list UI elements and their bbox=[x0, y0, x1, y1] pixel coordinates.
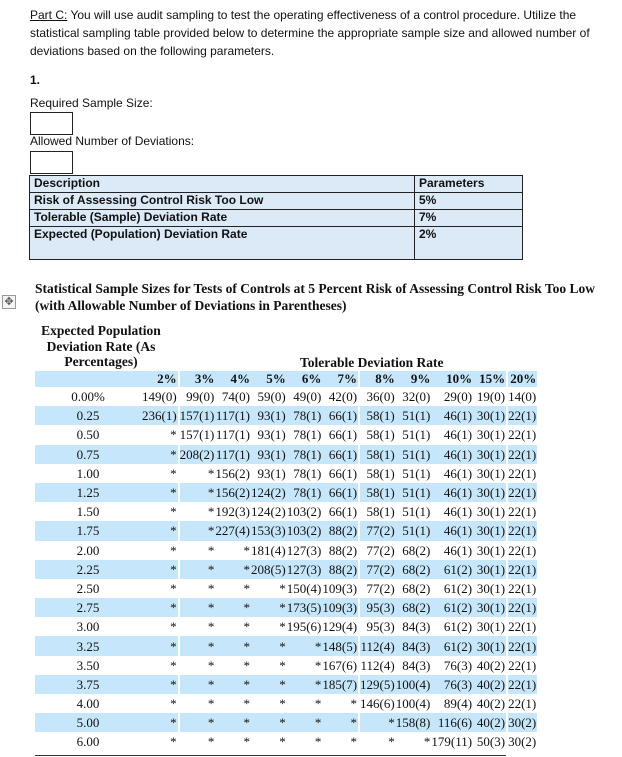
row-header-line: Expected Population bbox=[41, 323, 161, 338]
sample-size-cell: * bbox=[314, 657, 322, 673]
sample-size-cell: 22(1) bbox=[507, 598, 537, 617]
sample-size-cell: * bbox=[179, 560, 216, 579]
sample-size-cell: 58(1) bbox=[359, 406, 396, 425]
sample-size-cell: 185(7) bbox=[322, 675, 359, 694]
sample-size-cell: 66(1) bbox=[322, 406, 359, 425]
empty-header-cell bbox=[35, 371, 142, 387]
sample-size-cell: 58(1) bbox=[359, 445, 396, 464]
sample-size-cell: 227(4) bbox=[215, 521, 251, 540]
sample-size-cell: * bbox=[423, 734, 431, 750]
sample-size-cell: * bbox=[179, 502, 216, 521]
sample-size-cell: 61(2) bbox=[431, 636, 473, 655]
sample-size-cell: * bbox=[179, 579, 216, 598]
sample-size-cell: 51(1) bbox=[396, 521, 432, 540]
sample-size-cell: 78(1) bbox=[287, 445, 323, 464]
sample-size-cell: 93(1) bbox=[251, 445, 287, 464]
sample-size-cell: * bbox=[179, 541, 216, 560]
sample-size-cell: 100(4) bbox=[396, 675, 432, 694]
sample-size-cell: 84(3) bbox=[402, 619, 431, 635]
sample-size-cell: 95(3) bbox=[359, 617, 396, 636]
column-header: 10% bbox=[431, 371, 473, 387]
sample-size-cell: * bbox=[170, 619, 177, 635]
sample-size-cell: * bbox=[142, 521, 179, 540]
sample-size-cell: 40(2) bbox=[476, 696, 506, 712]
column-header: 9% bbox=[396, 371, 432, 387]
sample-size-cell: 46(1) bbox=[431, 483, 473, 502]
row-header-line: Percentages) bbox=[64, 354, 138, 369]
sample-size-cell: * bbox=[243, 542, 251, 558]
sample-size-cell: 46(1) bbox=[431, 406, 473, 425]
parameter-row bbox=[30, 193, 523, 210]
sample-size-cell: 66(1) bbox=[328, 465, 358, 481]
sample-size-cell: * bbox=[170, 734, 177, 750]
sample-size-cell: 30(1) bbox=[476, 465, 506, 481]
sample-size-cell: 88(2) bbox=[328, 542, 358, 558]
sample-size-cell: * bbox=[287, 713, 323, 732]
sample-size-cell: 30(1) bbox=[476, 542, 506, 558]
sample-size-cell: 208(2) bbox=[179, 445, 216, 464]
sample-size-cell: * bbox=[179, 483, 216, 502]
parameter-value: 2% bbox=[415, 227, 523, 260]
sample-size-cell: 30(1) bbox=[473, 483, 507, 502]
sample-size-cell: * bbox=[179, 694, 216, 713]
sample-size-cell: * bbox=[142, 483, 179, 502]
sample-size-cell: * bbox=[287, 675, 323, 694]
sample-size-cell: 22(1) bbox=[507, 502, 537, 521]
column-header: 20% bbox=[507, 371, 537, 387]
column-header: 15% bbox=[473, 371, 507, 387]
sample-size-cell: * bbox=[243, 580, 251, 596]
sample-size-cell: 68(2) bbox=[402, 580, 431, 596]
sample-size-cell: 51(1) bbox=[402, 427, 431, 443]
expected-rate-cell: 4.00 bbox=[76, 696, 100, 712]
sample-size-cell: 109(3) bbox=[322, 598, 359, 617]
column-header: 4% bbox=[215, 371, 251, 387]
table-row bbox=[35, 425, 537, 444]
expected-rate-cell: 1.75 bbox=[35, 521, 142, 540]
table-row bbox=[35, 694, 537, 713]
sample-size-cell: 77(2) bbox=[359, 521, 396, 540]
sample-size-cell: * bbox=[170, 427, 177, 443]
table-bottom-rule bbox=[35, 755, 506, 756]
sample-size-cell: * bbox=[142, 675, 179, 694]
column-header: 3% bbox=[179, 371, 216, 387]
sample-size-cell: 68(2) bbox=[396, 560, 432, 579]
sample-size-cell: * bbox=[179, 464, 216, 483]
row-header-line: Deviation Rate (As bbox=[46, 338, 156, 354]
sample-size-cell: 22(1) bbox=[507, 694, 537, 713]
title-line-2: (with Allowable Number of Deviations in Parentheses) bbox=[35, 298, 347, 313]
sample-size-cell: 195(6) bbox=[286, 619, 322, 635]
sample-size-cell: 22(1) bbox=[507, 656, 537, 675]
sample-size-cell: * bbox=[279, 580, 286, 596]
sample-size-cell: 59(0) bbox=[257, 389, 286, 405]
expected-rate-cell: 1.00 bbox=[76, 465, 100, 481]
table-row bbox=[35, 406, 537, 425]
sample-size-cell: * bbox=[314, 696, 322, 712]
parameters-header-row bbox=[30, 176, 523, 193]
sample-size-cell: * bbox=[251, 636, 287, 655]
sample-size-cell: 51(1) bbox=[396, 445, 432, 464]
sample-size-cell: 68(2) bbox=[396, 598, 432, 617]
sample-size-cell: 150(4) bbox=[286, 580, 322, 596]
sample-size-cell: 146(6) bbox=[359, 694, 396, 713]
sample-size-cell: 103(2) bbox=[286, 504, 322, 520]
sample-size-cell: 14(0) bbox=[507, 387, 537, 406]
sample-size-cell: 76(3) bbox=[443, 657, 473, 673]
expected-rate-cell: 6.00 bbox=[76, 734, 100, 750]
column-header: 8% bbox=[359, 371, 396, 387]
expected-rate-cell: 3.00 bbox=[76, 619, 100, 635]
parameter-row bbox=[30, 210, 523, 227]
sample-size-cell: 30(1) bbox=[473, 406, 507, 425]
sample-size-cell: 46(1) bbox=[443, 427, 473, 443]
expected-rate-cell: 3.50 bbox=[76, 657, 100, 673]
table-row bbox=[35, 732, 537, 751]
sample-size-cell: 77(2) bbox=[359, 541, 396, 560]
sample-size-cell: 66(1) bbox=[328, 504, 358, 520]
sample-size-cell: * bbox=[142, 598, 179, 617]
sample-size-cell: * bbox=[170, 504, 177, 520]
sample-size-cell: 30(1) bbox=[473, 521, 507, 540]
table-row bbox=[35, 464, 537, 483]
sample-size-cell: 22(1) bbox=[507, 464, 537, 483]
sample-size-cell: 112(4) bbox=[359, 656, 396, 675]
instructions-paragraph bbox=[30, 6, 600, 60]
sample-size-cell: 49(0) bbox=[293, 389, 322, 405]
sample-size-cell: 22(1) bbox=[507, 579, 537, 598]
sample-size-label: Required Sample Size: bbox=[30, 96, 153, 110]
sample-size-cell: 124(2) bbox=[251, 483, 287, 502]
parameter-value: 5% bbox=[415, 193, 523, 210]
sample-size-cell: 84(3) bbox=[396, 636, 432, 655]
sample-size-cell: * bbox=[170, 657, 177, 673]
sample-size-cell: 78(1) bbox=[293, 465, 322, 481]
sample-size-cell: 19(0) bbox=[476, 389, 506, 405]
sample-size-cell: * bbox=[179, 732, 216, 751]
sample-size-cell: 149(0) bbox=[142, 389, 177, 405]
sample-size-cell: 179(11) bbox=[431, 734, 473, 750]
sample-table-title bbox=[35, 280, 595, 314]
sample-size-cell: 236(1) bbox=[142, 406, 179, 425]
parameter-description: Tolerable (Sample) Deviation Rate bbox=[30, 210, 415, 227]
sample-size-cell: * bbox=[170, 465, 177, 481]
sample-size-cell: 116(6) bbox=[431, 713, 473, 732]
sample-size-cell: 208(5) bbox=[251, 560, 287, 579]
sample-size-cell: 46(1) bbox=[443, 465, 473, 481]
expected-rate-cell: 0.25 bbox=[35, 406, 142, 425]
sample-size-cell: 22(1) bbox=[507, 406, 537, 425]
table-row bbox=[35, 579, 537, 598]
sample-size-cell: * bbox=[215, 636, 251, 655]
table-row bbox=[35, 675, 537, 694]
sample-size-cell: 30(2) bbox=[507, 713, 537, 732]
sample-size-cell: 22(1) bbox=[507, 675, 537, 694]
sample-size-cell: 46(1) bbox=[443, 542, 473, 558]
sample-size-cell: 58(1) bbox=[359, 483, 396, 502]
table-row bbox=[35, 541, 537, 560]
sample-size-cell: 22(1) bbox=[507, 617, 537, 636]
sample-size-cell: 127(3) bbox=[287, 560, 323, 579]
sample-size-cell: * bbox=[170, 696, 177, 712]
parameter-row bbox=[30, 227, 523, 260]
sample-size-cell: 51(1) bbox=[402, 504, 431, 520]
expected-rate-cell: 5.00 bbox=[35, 713, 142, 732]
sample-size-cell: 61(2) bbox=[443, 619, 473, 635]
sample-size-cell: 30(1) bbox=[476, 580, 506, 596]
expected-rate-cell: 0.00% bbox=[71, 389, 105, 405]
sample-size-cell: 51(1) bbox=[396, 406, 432, 425]
sample-size-cell: 66(1) bbox=[328, 427, 358, 443]
sample-size-cell: 22(1) bbox=[507, 560, 537, 579]
column-header: 2% bbox=[142, 371, 179, 387]
sample-size-cell: 32(0) bbox=[402, 389, 431, 405]
sample-size-cell: 22(1) bbox=[507, 445, 537, 464]
sample-size-cell: 58(1) bbox=[359, 425, 396, 444]
table-row bbox=[35, 502, 537, 521]
sample-size-cell: 129(5) bbox=[359, 675, 396, 694]
expected-rate-cell: 0.75 bbox=[35, 445, 142, 464]
sample-size-cell: 77(2) bbox=[359, 579, 396, 598]
sample-size-cell: 89(4) bbox=[443, 696, 473, 712]
expected-rate-cell: 3.25 bbox=[35, 636, 142, 655]
sample-size-cell: * bbox=[179, 617, 216, 636]
sample-size-table bbox=[35, 371, 537, 752]
sample-size-cell: * bbox=[359, 732, 396, 751]
sample-size-cell: 95(3) bbox=[359, 598, 396, 617]
sample-size-cell: 77(2) bbox=[359, 560, 396, 579]
table-row bbox=[35, 713, 537, 732]
sample-size-cell: 40(2) bbox=[473, 713, 507, 732]
sample-size-cell: * bbox=[251, 598, 287, 617]
parameters-table bbox=[29, 175, 523, 260]
expected-rate-cell: 0.50 bbox=[76, 427, 100, 443]
sample-size-cell: * bbox=[287, 636, 323, 655]
table-row bbox=[35, 483, 537, 502]
sample-size-cell: 40(2) bbox=[473, 675, 507, 694]
description-header: Description bbox=[30, 176, 415, 193]
sample-size-cell: 30(1) bbox=[473, 636, 507, 655]
sample-size-cell: * bbox=[179, 656, 216, 675]
sample-size-cell: * bbox=[243, 619, 251, 635]
sample-size-cell: 22(1) bbox=[507, 483, 537, 502]
sample-size-cell: 157(1) bbox=[179, 406, 216, 425]
sample-size-cell: 100(4) bbox=[395, 696, 431, 712]
sample-size-cell: 68(2) bbox=[402, 542, 431, 558]
sample-size-cell: 76(3) bbox=[431, 675, 473, 694]
column-header-row bbox=[35, 371, 537, 387]
sample-size-cell: * bbox=[314, 734, 322, 750]
sample-size-cell: 51(1) bbox=[402, 465, 431, 481]
sample-size-cell: 124(2) bbox=[251, 504, 286, 520]
column-header: 7% bbox=[322, 371, 359, 387]
sample-size-cell: 30(1) bbox=[473, 560, 507, 579]
table-row bbox=[35, 445, 537, 464]
sample-size-cell: * bbox=[142, 713, 179, 732]
sample-size-cell: 42(0) bbox=[328, 389, 358, 405]
deviations-label: Allowed Number of Deviations: bbox=[30, 134, 195, 148]
sample-size-cell: 46(1) bbox=[443, 504, 473, 520]
sample-size-cell: * bbox=[350, 696, 358, 712]
sample-size-cell: 36(0) bbox=[359, 387, 396, 406]
expected-rate-cell: 1.50 bbox=[76, 504, 100, 520]
sample-size-cell: * bbox=[215, 675, 251, 694]
sample-size-cell: * bbox=[215, 598, 251, 617]
tolerable-rate-header: Tolerable Deviation Rate bbox=[300, 355, 444, 370]
sample-size-cell: * bbox=[279, 696, 286, 712]
sample-size-cell: * bbox=[279, 619, 286, 635]
deviations-input[interactable] bbox=[30, 151, 73, 174]
parameters-header: Parameters bbox=[415, 176, 523, 193]
expected-rate-header bbox=[40, 323, 162, 370]
sample-size-cell: * bbox=[322, 713, 359, 732]
table-row bbox=[35, 387, 537, 406]
sample-size-cell: 30(2) bbox=[507, 732, 537, 751]
sample-size-cell: * bbox=[279, 734, 286, 750]
sample-size-cell: * bbox=[243, 696, 251, 712]
sample-size-cell: 127(3) bbox=[286, 542, 322, 558]
sample-size-cell: 50(3) bbox=[476, 734, 506, 750]
table-row bbox=[35, 656, 537, 675]
sample-size-cell: 40(2) bbox=[476, 657, 506, 673]
parameter-description: Expected (Population) Deviation Rate bbox=[30, 227, 415, 260]
sample-size-cell: 22(1) bbox=[507, 636, 537, 655]
sample-size-cell: * bbox=[350, 734, 358, 750]
sample-size-cell: * bbox=[170, 580, 177, 596]
sample-size-cell: 93(1) bbox=[257, 465, 286, 481]
sample-size-cell: 156(2) bbox=[215, 465, 251, 481]
sample-size-cell: 93(1) bbox=[251, 406, 287, 425]
sample-size-cell: 22(1) bbox=[507, 521, 537, 540]
sample-size-cell: * bbox=[251, 713, 287, 732]
sample-size-cell: 30(1) bbox=[476, 427, 506, 443]
sample-size-cell: 103(2) bbox=[287, 521, 323, 540]
sample-size-cell: * bbox=[359, 713, 396, 732]
table-row bbox=[35, 617, 537, 636]
sample-size-cell: * bbox=[170, 542, 177, 558]
sample-size-cell: 88(2) bbox=[322, 560, 359, 579]
sample-size-cell: * bbox=[179, 713, 216, 732]
sample-size-cell: 74(0) bbox=[221, 389, 251, 405]
sample-size-cell: * bbox=[243, 657, 251, 673]
sample-size-cell: * bbox=[142, 445, 179, 464]
sample-size-cell: 156(2) bbox=[215, 483, 251, 502]
sample-size-cell: 46(1) bbox=[431, 521, 473, 540]
sample-size-cell: * bbox=[243, 734, 251, 750]
sample-size-cell: * bbox=[215, 560, 251, 579]
parameter-description: Risk of Assessing Control Risk Too Low bbox=[30, 193, 415, 210]
expected-rate-cell: 1.25 bbox=[35, 483, 142, 502]
sample-size-cell: 192(3) bbox=[215, 504, 251, 520]
sample-size-cell: 61(2) bbox=[431, 598, 473, 617]
sample-size-cell: 78(1) bbox=[287, 483, 323, 502]
sample-size-cell: 117(1) bbox=[215, 427, 251, 443]
sample-size-cell: 46(1) bbox=[431, 445, 473, 464]
column-header: 6% bbox=[287, 371, 323, 387]
sample-size-cell: * bbox=[279, 657, 286, 673]
sample-size-cell: * bbox=[251, 675, 287, 694]
sample-size-cell: * bbox=[142, 560, 179, 579]
sample-size-cell: * bbox=[142, 636, 179, 655]
sample-size-cell: 129(4) bbox=[322, 619, 358, 635]
sample-size-cell: 78(1) bbox=[287, 406, 323, 425]
sample-size-cell: 88(2) bbox=[322, 521, 359, 540]
sample-size-cell: 78(1) bbox=[293, 427, 322, 443]
sample-size-cell: * bbox=[179, 521, 216, 540]
sample-size-cell: 66(1) bbox=[322, 445, 359, 464]
sample-size-cell: 61(2) bbox=[443, 580, 473, 596]
sample-size-cell: 58(1) bbox=[359, 464, 396, 483]
expected-rate-cell: 3.75 bbox=[35, 675, 142, 694]
sample-size-cell: 117(1) bbox=[215, 445, 251, 464]
expected-rate-cell: 2.25 bbox=[35, 560, 142, 579]
sample-size-cell: 22(1) bbox=[507, 541, 537, 560]
column-header: 5% bbox=[251, 371, 287, 387]
sample-size-cell: 158(8) bbox=[396, 713, 432, 732]
sample-size-cell: 30(1) bbox=[473, 445, 507, 464]
sample-size-cell: 58(1) bbox=[359, 502, 396, 521]
title-line-1: Statistical Sample Sizes for Tests of Controls at 5 Percent Risk of Assessing Control Risk Too Low bbox=[35, 281, 596, 296]
sample-size-cell: 61(2) bbox=[431, 560, 473, 579]
table-row bbox=[35, 521, 537, 540]
sample-size-cell: 99(0) bbox=[179, 387, 216, 406]
sample-size-cell: 181(4) bbox=[251, 542, 286, 558]
table-row bbox=[35, 598, 537, 617]
table-move-handle-icon[interactable]: ✥ bbox=[2, 295, 16, 309]
question-number: 1. bbox=[30, 73, 41, 87]
table-row bbox=[35, 636, 537, 655]
sample-size-cell: 93(1) bbox=[257, 427, 286, 443]
sample-size-cell: 112(4) bbox=[359, 636, 396, 655]
sample-size-cell: 30(1) bbox=[473, 598, 507, 617]
sample-size-cell: 30(1) bbox=[476, 619, 506, 635]
sample-size-cell: * bbox=[215, 713, 251, 732]
sample-size-cell: 148(5) bbox=[322, 636, 359, 655]
sample-size-cell: 51(1) bbox=[396, 483, 432, 502]
expected-rate-cell: 2.50 bbox=[76, 580, 100, 596]
sample-size-cell: * bbox=[179, 636, 216, 655]
sample-size-cell: 117(1) bbox=[215, 406, 251, 425]
sample-size-cell: 173(5) bbox=[287, 598, 323, 617]
sample-size-cell: 157(1) bbox=[179, 425, 216, 444]
sample-size-cell: 29(0) bbox=[443, 389, 473, 405]
sample-size-cell: * bbox=[179, 598, 216, 617]
sample-size-cell: 109(3) bbox=[322, 580, 358, 596]
sample-size-cell: 22(1) bbox=[507, 425, 537, 444]
sample-size-cell: 30(1) bbox=[476, 504, 506, 520]
sample-size-cell: 66(1) bbox=[322, 483, 359, 502]
sample-size-cell: 167(6) bbox=[322, 657, 358, 673]
expected-rate-cell: 2.75 bbox=[35, 598, 142, 617]
sample-size-cell: 84(3) bbox=[402, 657, 431, 673]
sample-size-cell: 153(3) bbox=[251, 521, 287, 540]
expected-rate-cell: 2.00 bbox=[76, 542, 100, 558]
instructions-text: You will use audit sampling to test the operating effectiveness of a control procedure. Utilize the statistical sampling table provided below to determine the appropriate sample size and allowed number of deviations based on the following parameters. bbox=[30, 8, 590, 58]
part-label: Part C: bbox=[30, 8, 68, 22]
parameter-value: 7% bbox=[415, 210, 523, 227]
table-row bbox=[35, 560, 537, 579]
sample-size-cell: * bbox=[179, 675, 216, 694]
